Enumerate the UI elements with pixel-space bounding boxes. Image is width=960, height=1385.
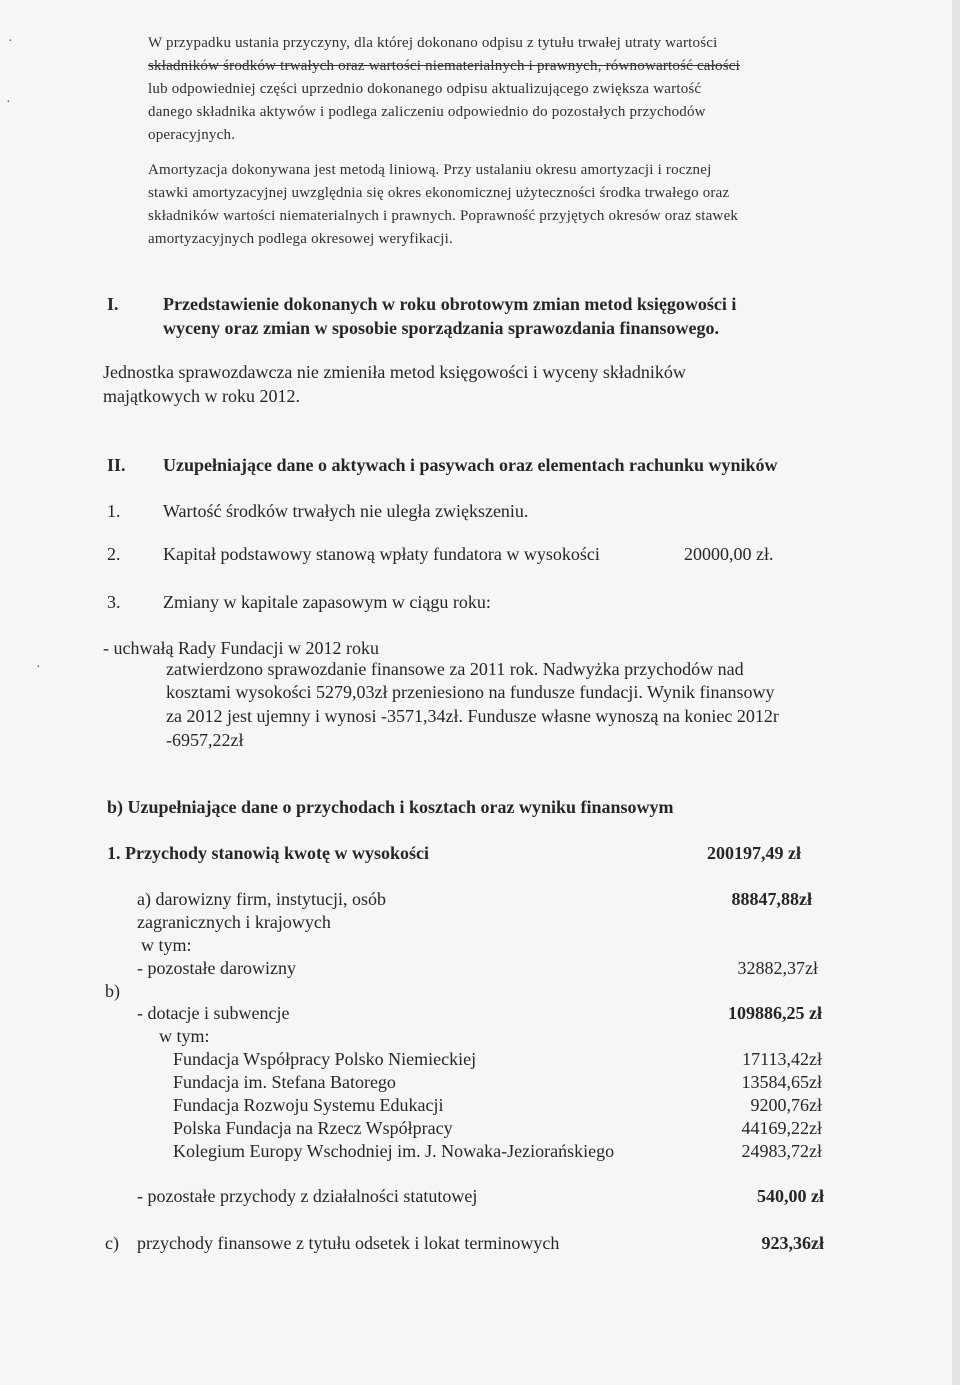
grant-name: Fundacja im. Stefana Batorego: [173, 1072, 396, 1092]
section-number: II.: [107, 455, 126, 475]
text-line: Zmiany w kapitale zapasowym w ciągu roku:: [163, 592, 491, 612]
grant-name: Fundacja Współpracy Polsko Niemieckiej: [173, 1049, 477, 1069]
text-line: Amortyzacja dokonywana jest metodą liniową. Przy ustalaniu okresu amortyzacji i rocznej: [148, 162, 712, 178]
text-line: danego składnika aktywów i podlega zaliczeniu odpowiednio do pozostałych przychodów: [148, 104, 706, 120]
text-line: zatwierdzono sprawozdanie finansowe za 2011 rok. Nadwyżka przychodów nad: [166, 659, 744, 679]
revenue-label: 1. Przychody stanowią kwotę w wysokości: [107, 843, 429, 863]
section-heading: Uzupełniające dane o aktywach i pasywach oraz elementach rachunku wyników: [163, 455, 778, 475]
amount: 200197,49 zł: [707, 843, 801, 863]
section-number: I.: [107, 294, 119, 314]
scan-mark: ·: [36, 660, 41, 675]
text-line: a) darowizny firm, instytucji, osób: [137, 889, 386, 909]
text-line: za 2012 jest ujemny i wynosi -3571,34zł. Fundusze własne wynoszą na koniec 2012r: [166, 706, 779, 726]
amount: 20000,00 zł.: [684, 544, 774, 564]
text-line: składników środków trwałych oraz wartości niematerialnych i prawnych, równowartość całości: [148, 58, 740, 74]
grant-value: 44169,22zł: [741, 1118, 822, 1138]
section-heading: Przedstawienie dokonanych w roku obrotowym zmian metod księgowości i: [163, 294, 737, 314]
item-marker: c): [105, 1233, 119, 1253]
text-line: - uchwałą Rady Fundacji w 2012 roku: [103, 638, 379, 658]
grant-value: 13584,65zł: [741, 1072, 822, 1092]
amount: 540,00 zł: [757, 1186, 824, 1206]
amount: 32882,37zł: [737, 958, 818, 978]
text-line: w tym:: [159, 1026, 210, 1046]
grant-value: 17113,42zł: [742, 1049, 822, 1069]
section-heading: wyceny oraz zmian w sposobie sporządzania sprawozdania finansowego.: [163, 318, 720, 338]
text-line: Wartość środków trwałych nie uległa zwiększeniu.: [163, 501, 529, 521]
text-line: - pozostałe darowizny: [137, 958, 296, 978]
scan-edge: [952, 0, 960, 1385]
text-line: przychody finansowe z tytułu odsetek i lokat terminowych: [137, 1233, 560, 1253]
grant-name: Polska Fundacja na Rzecz Współpracy: [173, 1118, 453, 1138]
text-line: - pozostałe przychody z działalności statutowej: [137, 1186, 478, 1206]
grant-value: 9200,76zł: [750, 1095, 822, 1115]
amount: 923,36zł: [761, 1233, 824, 1253]
text-line: w tym:: [141, 935, 192, 955]
scan-mark: ·: [8, 34, 13, 49]
text-line: operacyjnych.: [148, 127, 236, 143]
amount: 109886,25 zł: [728, 1003, 822, 1023]
text-line: majątkowych w roku 2012.: [103, 386, 300, 406]
text-line: amortyzacyjnych podlega okresowej weryfikacji.: [148, 231, 453, 247]
text-line: składników wartości niematerialnych i prawnych. Poprawność przyjętych okresów oraz stawek: [148, 208, 739, 224]
grant-value: 24983,72zł: [741, 1141, 822, 1161]
text-line: - dotacje i subwencje: [137, 1003, 290, 1023]
text-line: kosztami wysokości 5279,03zł przeniesiono na fundusze fundacji. Wynik finansowy: [166, 682, 775, 702]
scan-mark: ·: [6, 95, 11, 110]
text-line: stawki amortyzacyjnej uwzględnia się okres ekonomicznej użyteczności środka trwałego oraz: [148, 185, 730, 201]
amount: 88847,88zł: [731, 889, 812, 909]
text-line: Jednostka sprawozdawcza nie zmieniła metod księgowości i wyceny składników: [103, 362, 686, 382]
text-line: W przypadku ustania przyczyny, dla której dokonano odpisu z tytułu trwałej utraty wartości: [148, 35, 718, 51]
text-line: Kapitał podstawowy stanową wpłaty fundatora w wysokości: [163, 544, 600, 564]
grant-name: Fundacja Rozwoju Systemu Edukacji: [173, 1095, 444, 1115]
section-heading: b) Uzupełniające dane o przychodach i kosztach oraz wyniku finansowym: [107, 797, 674, 817]
text-line: -6957,22zł: [166, 730, 244, 750]
text-line: lub odpowiedniej części uprzednio dokonanego odpisu aktualizującego zwiększa wartość: [148, 81, 702, 97]
grant-name: Kolegium Europy Wschodniej im. J. Nowaka-Jeziorańskiego: [173, 1141, 615, 1161]
item-number: 3.: [107, 592, 121, 612]
item-marker: b): [105, 981, 120, 1001]
item-number: 2.: [107, 544, 121, 564]
text-line: zagranicznych i krajowych: [137, 912, 331, 932]
item-number: 1.: [107, 501, 121, 521]
